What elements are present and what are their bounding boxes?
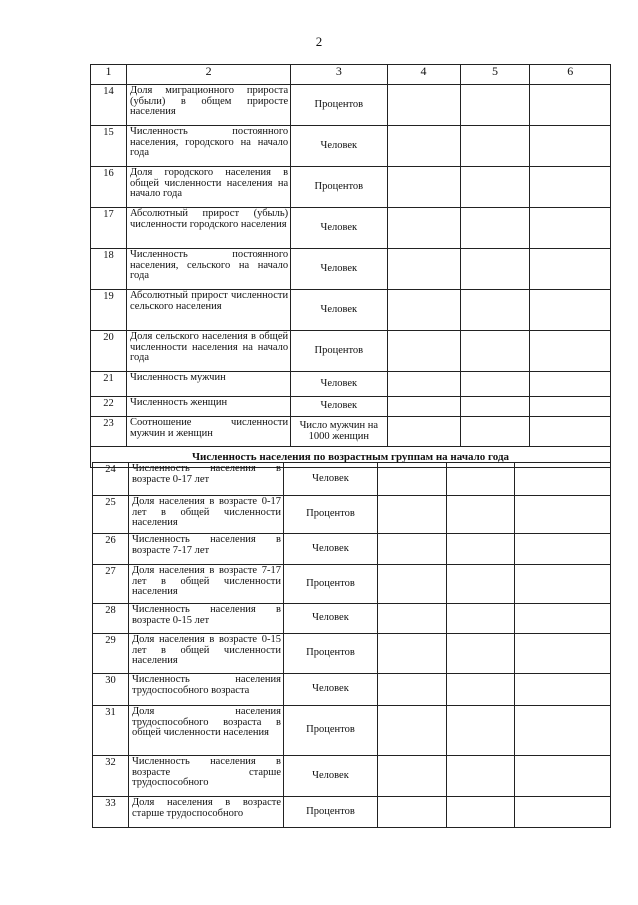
- value-cell: [460, 290, 530, 331]
- unit-cell: Процентов: [291, 85, 387, 126]
- row-number: 26: [93, 534, 129, 565]
- value-cell: [447, 674, 515, 706]
- table-row: [93, 565, 611, 604]
- unit-cell: Процентов: [291, 331, 387, 372]
- value-cell: [447, 634, 515, 674]
- unit-cell: Процентов: [291, 167, 387, 208]
- column-header: 3: [291, 65, 387, 85]
- table-body-bottom: [93, 463, 611, 828]
- column-header: 1: [91, 65, 127, 85]
- table-row: [91, 126, 611, 167]
- row-number: 21: [91, 372, 127, 397]
- unit-cell: Человек: [291, 372, 387, 397]
- value-cell: [447, 565, 515, 604]
- table-row: [93, 706, 611, 756]
- value-cell: [515, 634, 611, 674]
- statistics-table-top: [90, 64, 611, 468]
- value-cell: [378, 756, 447, 797]
- unit-cell: Процентов: [284, 706, 378, 756]
- table-row: [93, 534, 611, 565]
- value-cell: [460, 167, 530, 208]
- unit-cell: Процентов: [284, 797, 378, 828]
- value-cell: [515, 534, 611, 565]
- value-cell: [387, 249, 460, 290]
- indicator-name: Соотношение численности мужчин и женщин: [127, 417, 291, 447]
- row-number: 30: [93, 674, 129, 706]
- value-cell: [515, 565, 611, 604]
- value-cell: [378, 496, 447, 534]
- value-cell: [387, 290, 460, 331]
- value-cell: [447, 463, 515, 496]
- value-cell: [447, 604, 515, 634]
- table-row: [91, 85, 611, 126]
- value-cell: [530, 290, 611, 331]
- row-number: 22: [91, 397, 127, 417]
- value-cell: [460, 417, 530, 447]
- column-header: 4: [387, 65, 460, 85]
- indicator-name: Доля миграционного прироста (убыли) в общем приросте населения: [127, 85, 291, 126]
- row-number: 18: [91, 249, 127, 290]
- row-number: 33: [93, 797, 129, 828]
- row-number: 25: [93, 496, 129, 534]
- table-row: [91, 417, 611, 447]
- unit-cell: Человек: [284, 604, 378, 634]
- column-header: 2: [127, 65, 291, 85]
- indicator-name: Доля сельского населения в общей численности населения на начало года: [127, 331, 291, 372]
- table-row: [91, 331, 611, 372]
- value-cell: [387, 331, 460, 372]
- row-number: 31: [93, 706, 129, 756]
- value-cell: [447, 496, 515, 534]
- row-number: 15: [91, 126, 127, 167]
- value-cell: [378, 634, 447, 674]
- row-number: 23: [91, 417, 127, 447]
- table-row: [91, 208, 611, 249]
- value-cell: [378, 534, 447, 565]
- table-row: [93, 634, 611, 674]
- indicator-name: Численность населения в возрасте 7-17 лет: [129, 534, 284, 565]
- value-cell: [387, 372, 460, 397]
- value-cell: [460, 397, 530, 417]
- table-row: [91, 290, 611, 331]
- unit-cell: Процентов: [284, 496, 378, 534]
- unit-cell: Человек: [284, 463, 378, 496]
- table-row: [93, 496, 611, 534]
- value-cell: [387, 397, 460, 417]
- indicator-name: Доля населения в возрасте старше трудоспособного: [129, 797, 284, 828]
- value-cell: [515, 756, 611, 797]
- value-cell: [460, 208, 530, 249]
- table-row: [91, 249, 611, 290]
- value-cell: [515, 604, 611, 634]
- indicator-name: Доля населения в возрасте 7-17 лет в общей численности населения: [129, 565, 284, 604]
- row-number: 20: [91, 331, 127, 372]
- value-cell: [530, 126, 611, 167]
- row-number: 14: [91, 85, 127, 126]
- indicator-name: Абсолютный прирост (убыль) численности городского населения: [127, 208, 291, 249]
- value-cell: [387, 417, 460, 447]
- value-cell: [387, 167, 460, 208]
- value-cell: [460, 331, 530, 372]
- value-cell: [515, 797, 611, 828]
- table-row: [91, 167, 611, 208]
- section-title: Численность населения по возрастным группам на начало года: [91, 447, 611, 468]
- value-cell: [530, 372, 611, 397]
- unit-cell: Число мужчин на 1000 женщин: [291, 417, 387, 447]
- indicator-name: Численность постоянного населения, городского на начало года: [127, 126, 291, 167]
- unit-cell: Процентов: [284, 565, 378, 604]
- row-number: 17: [91, 208, 127, 249]
- value-cell: [530, 417, 611, 447]
- table-row: [93, 463, 611, 496]
- unit-cell: Человек: [291, 249, 387, 290]
- indicator-name: Абсолютный прирост численности сельского населения: [127, 290, 291, 331]
- value-cell: [530, 85, 611, 126]
- table-body-top: [91, 85, 611, 447]
- table-row: [93, 756, 611, 797]
- indicator-name: Численность постоянного населения, сельского на начало года: [127, 249, 291, 290]
- value-cell: [387, 208, 460, 249]
- indicator-name: Численность женщин: [127, 397, 291, 417]
- value-cell: [515, 463, 611, 496]
- row-number: 28: [93, 604, 129, 634]
- table-row: [91, 372, 611, 397]
- value-cell: [378, 797, 447, 828]
- value-cell: [447, 797, 515, 828]
- column-header: 6: [530, 65, 611, 85]
- indicator-name: Доля населения трудоспособного возраста в общей численности населения: [129, 706, 284, 756]
- indicator-name: Доля населения в возрасте 0-15 лет в общей численности населения: [129, 634, 284, 674]
- value-cell: [447, 756, 515, 797]
- indicator-name: Численность населения в возрасте 0-17 лет: [129, 463, 284, 496]
- row-number: 27: [93, 565, 129, 604]
- row-number: 19: [91, 290, 127, 331]
- unit-cell: Человек: [291, 290, 387, 331]
- column-header-row: [91, 65, 611, 85]
- value-cell: [460, 249, 530, 290]
- unit-cell: Человек: [291, 126, 387, 167]
- value-cell: [447, 706, 515, 756]
- value-cell: [378, 604, 447, 634]
- unit-cell: Человек: [284, 674, 378, 706]
- value-cell: [460, 372, 530, 397]
- row-number: 16: [91, 167, 127, 208]
- page-number: 2: [315, 34, 323, 49]
- value-cell: [530, 397, 611, 417]
- table-row: [93, 797, 611, 828]
- value-cell: [387, 126, 460, 167]
- value-cell: [515, 496, 611, 534]
- value-cell: [378, 706, 447, 756]
- indicator-name: Численность населения в возрасте старше трудоспособного: [129, 756, 284, 797]
- value-cell: [530, 208, 611, 249]
- indicator-name: Численность мужчин: [127, 372, 291, 397]
- table-row: [93, 674, 611, 706]
- value-cell: [387, 85, 460, 126]
- unit-cell: Человек: [284, 534, 378, 565]
- value-cell: [447, 534, 515, 565]
- indicator-name: Численность населения в возрасте 0-15 лет: [129, 604, 284, 634]
- value-cell: [460, 85, 530, 126]
- value-cell: [378, 674, 447, 706]
- value-cell: [515, 706, 611, 756]
- table-row: [93, 604, 611, 634]
- unit-cell: Процентов: [284, 634, 378, 674]
- value-cell: [378, 463, 447, 496]
- value-cell: [530, 331, 611, 372]
- row-number: 24: [93, 463, 129, 496]
- row-number: 29: [93, 634, 129, 674]
- value-cell: [515, 674, 611, 706]
- row-number: 32: [93, 756, 129, 797]
- value-cell: [530, 249, 611, 290]
- unit-cell: Человек: [291, 397, 387, 417]
- value-cell: [530, 167, 611, 208]
- value-cell: [378, 565, 447, 604]
- unit-cell: Человек: [291, 208, 387, 249]
- indicator-name: Численность населения трудоспособного возраста: [129, 674, 284, 706]
- statistics-table-bottom: [92, 462, 611, 828]
- table-row: [91, 397, 611, 417]
- value-cell: [460, 126, 530, 167]
- unit-cell: Человек: [284, 756, 378, 797]
- indicator-name: Доля городского населения в общей численности населения на начало года: [127, 167, 291, 208]
- indicator-name: Доля населения в возрасте 0-17 лет в общей численности населения: [129, 496, 284, 534]
- column-header: 5: [460, 65, 530, 85]
